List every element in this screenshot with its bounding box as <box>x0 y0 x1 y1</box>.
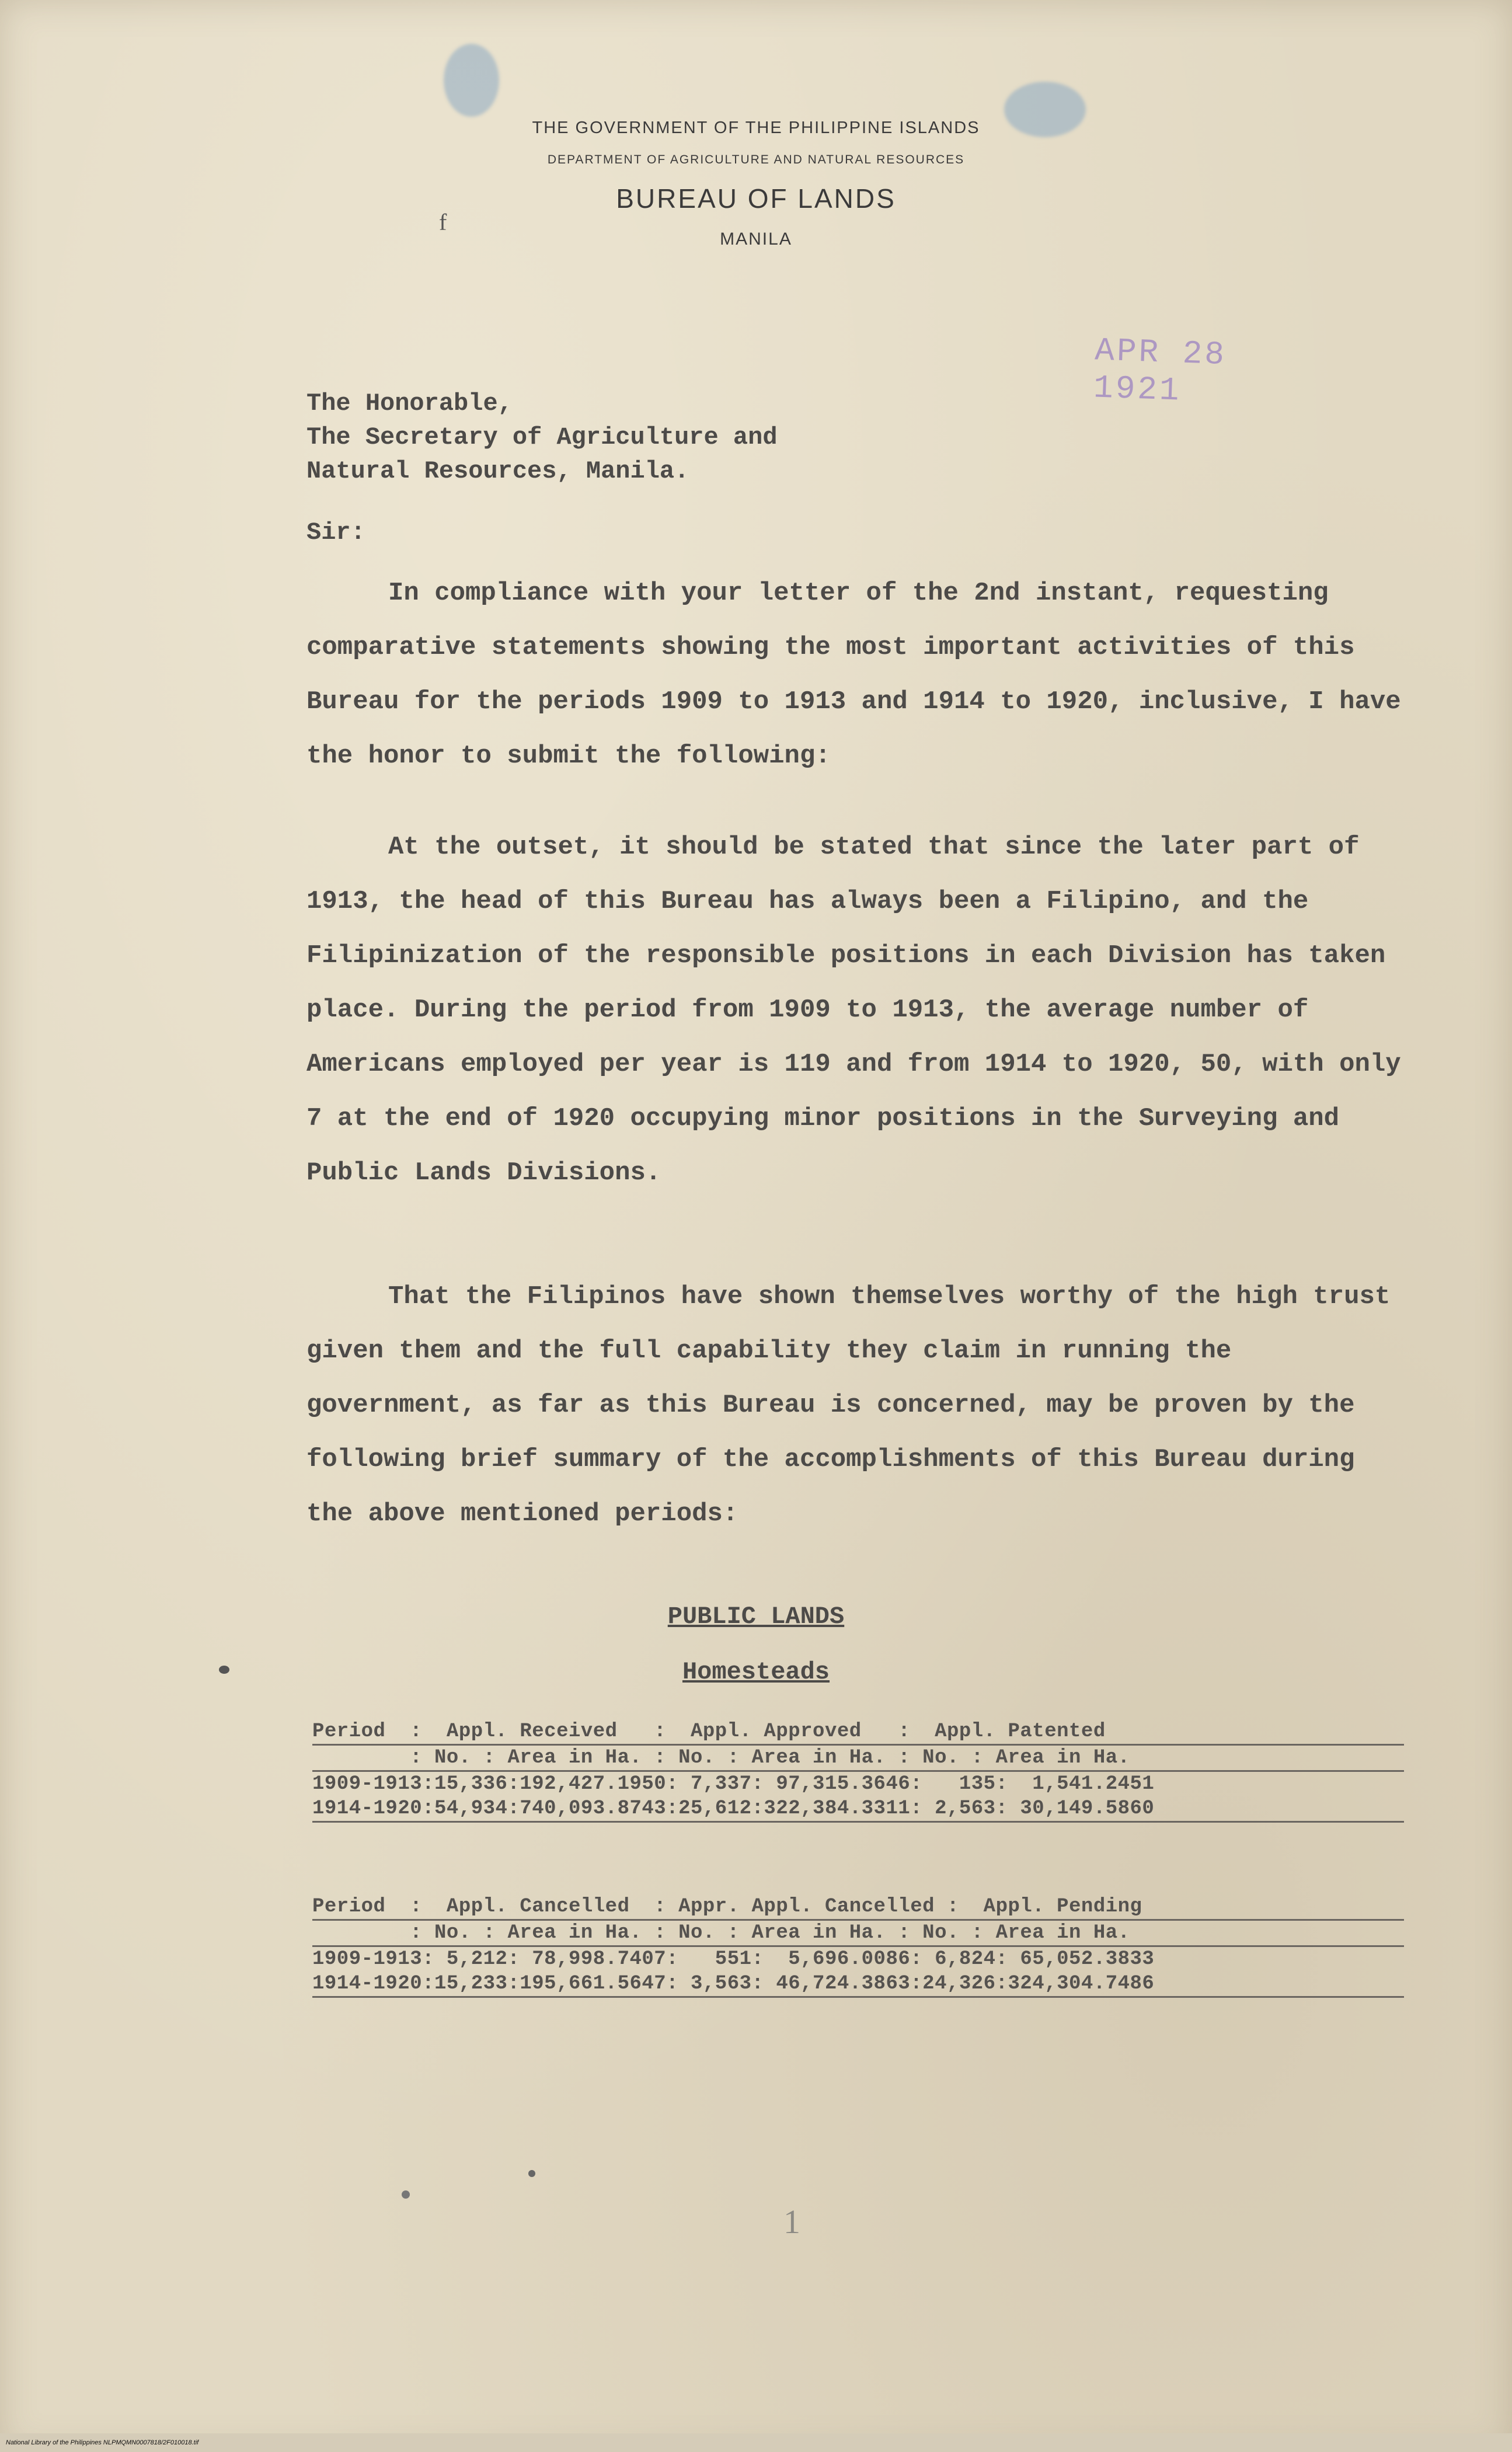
ink-blot-left <box>444 44 499 117</box>
paragraph-1 <box>306 566 1404 783</box>
paragraph-1-text: In compliance with your letter of the 2nd instant, requesting comparative statements showing the most important activities of this Bureau for the periods 1909 to 1913 and 1914 to 1920, inclusive, I have the honor to submit the following: <box>306 579 1401 771</box>
page-number: 1 <box>783 2203 800 2241</box>
ink-speck <box>528 2170 535 2177</box>
addressee-block <box>306 386 778 488</box>
table-2-header-1: Period : Appl. Cancelled : Appr. Appl. Cancelled : Appl. Pending <box>312 1894 1404 1921</box>
subsection-heading: Homesteads <box>682 1658 830 1686</box>
table-1-row: 1914-1920:54,934:740,093.8743:25,612:322,384.3311: 2,563: 30,149.5860 <box>312 1796 1404 1823</box>
salutation: Sir: <box>306 518 365 546</box>
ink-speck <box>219 1666 229 1674</box>
table-1-row: 1909-1913:15,336:192,427.1950: 7,337: 97,315.3646: 135: 1,541.2451 <box>312 1773 1155 1795</box>
paragraph-2-text: At the outset, it should be stated that since the later part of 1913, the head of this Bureau has always been a Filipino, and the Filipinization of the responsible positions in each Division has taken place. During the period from 1909 to 1913, the average number of Americans employed per year is 119 and from 1914 to 1920, 50, with only 7 at the end of 1920 occupying minor positions in the Surveying and Public Lands Divisions. <box>306 833 1401 1187</box>
letterhead-department: DEPARTMENT OF AGRICULTURE AND NATURAL RESOURCES <box>547 153 965 166</box>
letterhead-government: THE GOVERNMENT OF THE PHILIPPINE ISLANDS <box>532 119 980 137</box>
letterhead-bureau: BUREAU OF LANDS <box>616 183 896 214</box>
table-2-row: 1914-1920:15,233:195,661.5647: 3,563: 46,724.3863:24,326:324,304.7486 <box>312 1972 1404 1998</box>
received-date-stamp: APR 28 1921 <box>1093 332 1228 410</box>
paragraph-2 <box>306 820 1404 1200</box>
homesteads-table-1 <box>312 1719 1404 1823</box>
address-line-2: The Secretary of Agriculture and <box>306 423 778 451</box>
table-1-header-2: : No. : Area in Ha. : No. : Area in Ha. : No. : Area in Ha. <box>312 1746 1404 1772</box>
ink-speck <box>402 2190 410 2199</box>
table-1-header-1: Period : Appl. Received : Appl. Approved : Appl. Patented <box>312 1719 1404 1746</box>
address-line-3: Natural Resources, Manila. <box>306 457 689 485</box>
margin-mark: f <box>439 209 447 235</box>
address-line-1: The Honorable, <box>306 389 513 417</box>
letterhead-city: MANILA <box>720 229 792 249</box>
paragraph-3-text: That the Filipinos have shown themselves worthy of the high trust given them and the full capability they claim in running the government, as far as this Bureau is concerned, may be proven by the following brief summary of the accomplishments of this Bureau during the above mentioned periods: <box>306 1282 1391 1528</box>
paragraph-3 <box>306 1270 1404 1541</box>
archive-footer: National Library of the Philippines NLPMQMN0007818/2F010018.tif <box>0 2433 1512 2452</box>
section-heading: PUBLIC LANDS <box>667 1603 845 1631</box>
table-2-header-2: : No. : Area in Ha. : No. : Area in Ha. : No. : Area in Ha. <box>312 1921 1404 1947</box>
homesteads-table-2 <box>312 1894 1404 1998</box>
table-2-row: 1909-1913: 5,212: 78,998.7407: 551: 5,696.0086: 6,824: 65,052.3833 <box>312 1948 1155 1970</box>
